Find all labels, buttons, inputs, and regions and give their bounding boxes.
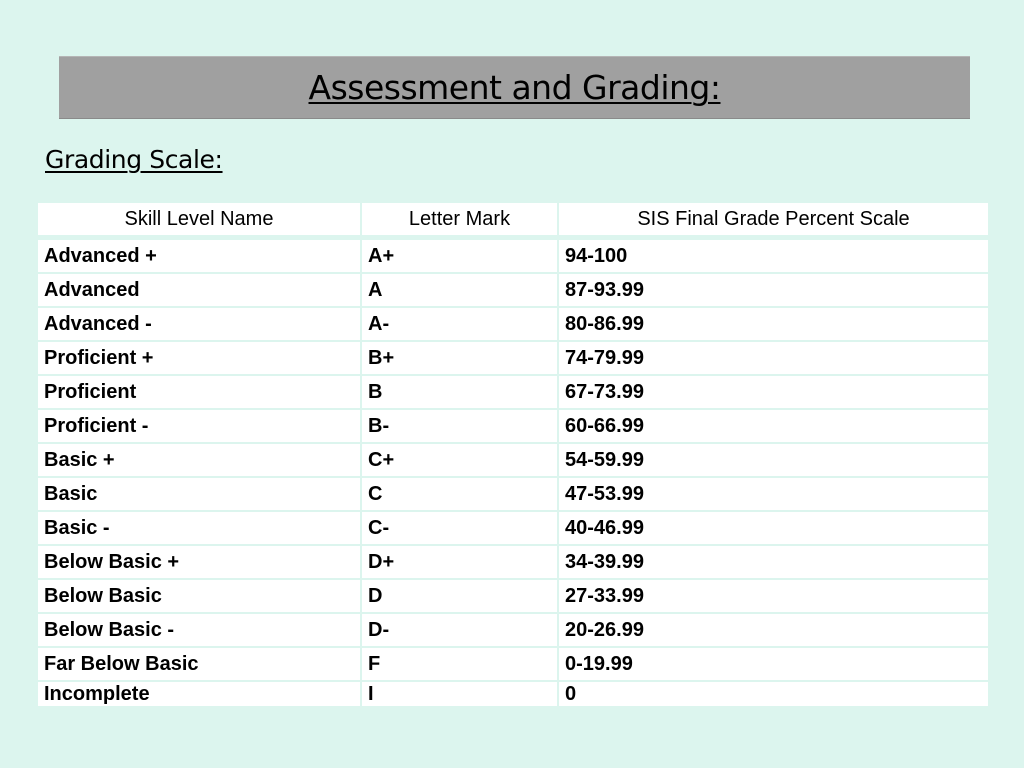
skill-level-cell: Proficient -: [37, 409, 361, 443]
letter-mark-cell: C+: [361, 443, 558, 477]
percent-scale-cell: 34-39.99: [558, 545, 989, 579]
skill-level-cell: Basic: [37, 477, 361, 511]
letter-mark-cell: B-: [361, 409, 558, 443]
percent-scale-cell: 27-33.99: [558, 579, 989, 613]
table-row: [37, 273, 989, 307]
percent-scale-cell: 0: [558, 681, 989, 707]
table-row: [37, 613, 989, 647]
percent-scale-cell: 47-53.99: [558, 477, 989, 511]
table-row: [37, 375, 989, 409]
percent-scale-cell: 94-100: [558, 238, 989, 274]
table-row: [37, 341, 989, 375]
table-row: [37, 307, 989, 341]
percent-scale-cell: 60-66.99: [558, 409, 989, 443]
letter-mark-cell: D+: [361, 545, 558, 579]
skill-level-cell: Advanced +: [37, 238, 361, 274]
percent-scale-cell: 67-73.99: [558, 375, 989, 409]
table-row: [37, 579, 989, 613]
skill-level-cell: Advanced: [37, 273, 361, 307]
percent-scale-cell: 80-86.99: [558, 307, 989, 341]
letter-mark-cell: D-: [361, 613, 558, 647]
percent-scale-cell: 20-26.99: [558, 613, 989, 647]
letter-mark-cell: F: [361, 647, 558, 681]
skill-level-cell: Proficient +: [37, 341, 361, 375]
skill-level-cell: Below Basic +: [37, 545, 361, 579]
table-row: [37, 238, 989, 274]
skill-level-cell: Advanced -: [37, 307, 361, 341]
skill-level-cell: Basic +: [37, 443, 361, 477]
table-row: [37, 409, 989, 443]
percent-scale-cell: 0-19.99: [558, 647, 989, 681]
table-row: [37, 681, 989, 707]
letter-mark-cell: D: [361, 579, 558, 613]
skill-level-cell: Proficient: [37, 375, 361, 409]
column-header-percent-scale: SIS Final Grade Percent Scale: [558, 202, 989, 238]
letter-mark-cell: C-: [361, 511, 558, 545]
column-header-letter-mark: Letter Mark: [361, 202, 558, 238]
title-banner: [59, 56, 970, 119]
percent-scale-cell: 40-46.99: [558, 511, 989, 545]
table-row: [37, 443, 989, 477]
letter-mark-cell: B+: [361, 341, 558, 375]
letter-mark-cell: C: [361, 477, 558, 511]
table-body: [37, 238, 989, 708]
table-row: [37, 477, 989, 511]
letter-mark-cell: A: [361, 273, 558, 307]
column-header-skill-level: Skill Level Name: [37, 202, 361, 238]
letter-mark-cell: I: [361, 681, 558, 707]
letter-mark-cell: A-: [361, 307, 558, 341]
section-heading: Grading Scale:: [45, 145, 223, 174]
percent-scale-cell: 74-79.99: [558, 341, 989, 375]
skill-level-cell: Basic -: [37, 511, 361, 545]
table-row: [37, 647, 989, 681]
skill-level-cell: Below Basic -: [37, 613, 361, 647]
slide-title: Assessment and Grading:: [308, 68, 721, 107]
percent-scale-cell: 54-59.99: [558, 443, 989, 477]
table-row: [37, 545, 989, 579]
percent-scale-cell: 87-93.99: [558, 273, 989, 307]
skill-level-cell: Far Below Basic: [37, 647, 361, 681]
letter-mark-cell: A+: [361, 238, 558, 274]
skill-level-cell: Below Basic: [37, 579, 361, 613]
skill-level-cell: Incomplete: [37, 681, 361, 707]
letter-mark-cell: B: [361, 375, 558, 409]
table-header-row: [37, 202, 989, 238]
grading-scale-table: [36, 201, 990, 708]
table-row: [37, 511, 989, 545]
